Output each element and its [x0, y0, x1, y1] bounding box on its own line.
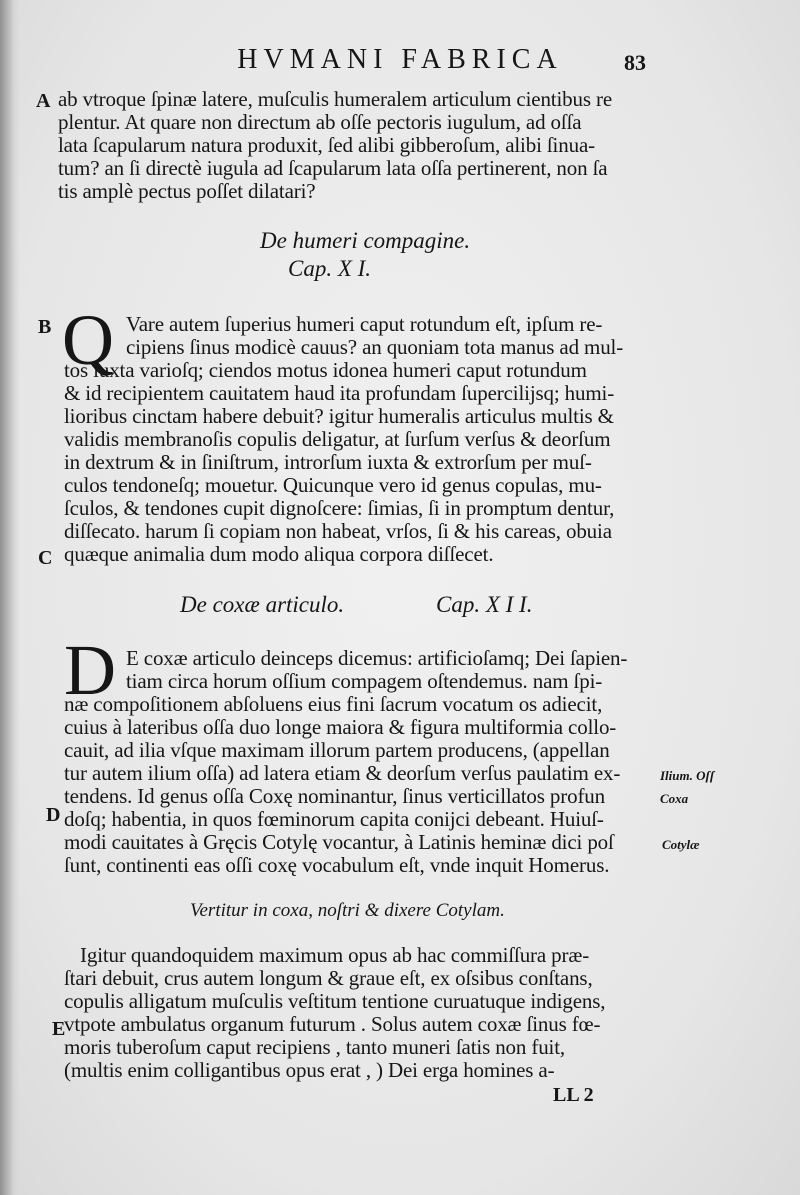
dropcap-q: Q: [62, 300, 114, 380]
coxae-p2-line-3: copulis alligatum muſculis veſtitum tentione curuatuque indigens,: [64, 989, 606, 1013]
running-header: HVMANI FABRICA: [237, 44, 563, 75]
signature-mark: LL 2: [553, 1084, 594, 1106]
margin-letter-e: E: [52, 1018, 66, 1040]
side-note-cotylae: Cotylæ: [662, 837, 700, 852]
coxae-line-7: tendens. Id genus oſſa Coxę nominantur, ſinus verticillatos profun: [64, 784, 605, 808]
humeri-line-3: tos iuxta varioſq; ciendos motus idonea humeri caput rotundum: [64, 358, 587, 382]
humeri-line-2: cipiens ſinus modicè cauus? an quoniam tota manus ad mul-: [126, 335, 624, 359]
margin-letter-b: B: [38, 316, 52, 338]
coxae-p2-line-2: ſtari debuit, crus autem longum & graue eſt, ex oſsibus conſtans,: [64, 966, 593, 990]
coxae-line-9: modi cauitates à Gręcis Cotylę vocantur, à Latinis heminæ dici poſ: [64, 830, 614, 854]
section-title-coxae: De coxæ articulo.: [180, 592, 345, 617]
homer-verse: Vertitur in coxa, noſtri & dixere Cotylam.: [190, 900, 505, 921]
humeri-line-6: validis membranoſis copulis deligatur, at ſurſum verſus & deorſum: [64, 427, 611, 451]
margin-letter-c: C: [38, 547, 53, 569]
margin-letter-a: A: [36, 90, 51, 112]
intro-line-5: tis amplè pectus poſſet dilatari?: [58, 179, 316, 203]
humeri-line-1: Vare autem ſuperius humeri caput rotundum eſt, ipſum re-: [126, 312, 603, 336]
coxae-line-3: næ compoſitionem abſoluens eius fini ſacrum vocatum os adiecit,: [64, 692, 603, 716]
page-number: 83: [624, 50, 646, 75]
page-edge-shadow: [0, 0, 20, 1195]
humeri-line-10: diſſecato. harum ſi copiam non habeat, vrſos, ſi & his careas, obuia: [64, 519, 612, 543]
humeri-line-7: in dextrum & in ſiniſtrum, introrſum iuxta & extrorſum per muſ-: [64, 450, 592, 474]
margin-letter-d: D: [46, 804, 61, 826]
coxae-line-10: ſunt, continenti eas oſſi coxę vocabulum eſt, vnde inquit Homerus.: [64, 853, 610, 877]
humeri-line-5: lioribus cinctam habere debuit? igitur humeralis articulus multis &: [64, 404, 614, 428]
section-cap-humeri: Cap. X I.: [288, 256, 372, 281]
intro-line-3: lata ſcapularum natura produxit, ſed alibi gibberoſum, alibi ſinua-: [58, 133, 595, 157]
intro-line-2: plentur. At quare non directum ab oſſe pectoris iugulum, ad oſſa: [58, 110, 582, 134]
humeri-line-8: culos tendoneſq; mouetur. Quicunque vero id genus copulas, mu-: [64, 473, 602, 497]
intro-line-1: ab vtroque ſpinæ latere, muſculis humeralem articulum cientibus re: [58, 87, 613, 111]
coxae-line-5: cauit, ad ilia vſque maximam illorum partem producens, (appellan: [64, 738, 610, 762]
coxae-p2-line-4: vtpote ambulatus organum futurum . Solus autem coxæ ſinus fœ-: [64, 1012, 601, 1036]
coxae-line-1: E coxæ articulo deinceps dicemus: artificioſamq; Dei ſapien-: [126, 646, 628, 670]
coxae-line-8: doſq; habentia, in quos fœminorum capita conijci debeant. Huiuſ-: [64, 807, 604, 831]
section-cap-coxae: Cap. X I I.: [436, 592, 533, 617]
humeri-line-9: ſculos, & tendones cupit dignoſcere: ſimias, ſi in promptum dentur,: [64, 496, 615, 520]
side-note-coxa: Coxa: [660, 791, 689, 806]
coxae-line-2: tiam circa horum oſſium compagem oſtendemus. nam ſpi-: [126, 669, 603, 693]
intro-line-4: tum? an ſi directè iugula ad ſcapularum lata oſſa pertinerent, non ſa: [58, 156, 608, 180]
coxae-line-4: cuius à lateribus oſſa duo longe maiora & figura multiformia collo-: [64, 715, 617, 739]
humeri-line-4: & id recipientem cauitatem haud ita profundam ſupercilijsq; humi-: [64, 381, 615, 405]
side-note-ilium: Ilium. Oſſ: [660, 768, 715, 783]
coxae-p2-line-6: (multis enim colligantibus opus erat , ) Dei erga homines a-: [64, 1058, 555, 1082]
section-title-humeri: De humeri compagine.: [260, 228, 471, 253]
coxae-p2-line-5: moris tuberoſum caput recipiens , tanto muneri ſatis non fuit,: [64, 1035, 566, 1059]
dropcap-d: D: [64, 630, 116, 710]
coxae-p2-line-1: Igitur quandoquidem maximum opus ab hac commiſſura præ-: [80, 943, 590, 967]
humeri-line-11: quæque animalia dum modo aliqua corpora diſſecet.: [64, 542, 494, 566]
coxae-line-6: tur autem ilium oſſa) ad latera etiam & deorſum verſus paulatim ex-: [64, 761, 621, 785]
